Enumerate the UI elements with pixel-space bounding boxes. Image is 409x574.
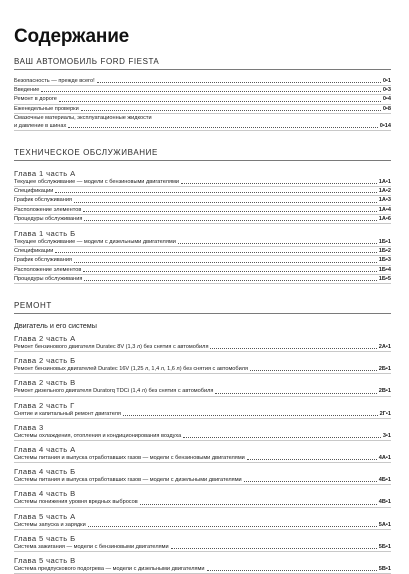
chapter-title: Глава 2 часть Б [14,356,76,366]
toc-page [14,26,391,574]
toc-entry[interactable]: График обслуживания 1Б•3 [14,256,391,265]
chapter-title: Глава 4 часть Б [14,467,76,477]
sub-title: Двигатель и его системы [14,321,97,331]
chapter-title: Глава 2 часть А [14,334,76,344]
toc-entry[interactable]: Процедуры обслуживания 1А•6 [14,215,391,224]
toc-entry[interactable]: График обслуживания 1А•3 [14,196,391,205]
chapter-title: Глава 2 часть Г [14,400,75,410]
toc-entry[interactable]: Введение 0•3 [14,86,391,95]
section-repair [14,301,391,574]
toc-entry[interactable]: Системы охлаждения, отопления и кондиционирования воздуха 3•1 [14,432,391,441]
chapter-title: Глава 5 часть В [14,556,76,566]
toc-entry[interactable]: Процедуры обслуживания 1Б•5 [14,275,391,284]
toc-entry[interactable]: Система предпускового подогрева — модели с дизельными двигателями 5В•1 [14,565,391,574]
chapter-title: Глава 3 [14,422,44,432]
toc-entry[interactable]: Еженедельные проверки 0•8 [14,105,391,114]
chapter-title: Глава 4 часть В [14,489,76,499]
toc-entry[interactable]: Системы запуска и зарядки 5А•1 [14,521,391,530]
section-your-car [14,57,391,131]
toc-entry[interactable]: Текущее обслуживание — модели с бензиновыми двигателями 1А•1 [14,178,391,187]
toc-entry[interactable]: Текущее обслуживание — модели с дизельными двигателями 1Б•1 [14,238,391,247]
toc-entry[interactable]: Системы питания и выпуска отработавших газов — модели с дизельными двигателями 4Б•1 [14,476,391,485]
section-maintenance [14,148,391,284]
toc-entry[interactable]: Ремонт в дороге 0•4 [14,95,391,104]
chapter-title: Глава 1 часть А [14,169,76,179]
toc-entry[interactable]: Расположение элементов 1Б•4 [14,266,391,275]
chapter-title: Глава 4 часть А [14,445,76,455]
toc-entry[interactable]: Системы понижения уровня вредных выбросов 4В•1 [14,498,391,507]
toc-entry[interactable]: Ремонт дизельного двигателя Duratorq TDCi (1,4 л) без снятия с автомобиля 2В•1 [14,387,391,396]
section-header: ВАШ АВТОМОБИЛЬ FORD FIESTA [14,57,391,70]
toc-entry[interactable]: Безопасность — прежде всего! 0•1 [14,77,391,86]
chapter-title: Глава 5 часть А [14,511,76,521]
section-header: РЕМОНТ [14,301,391,314]
section-header: ТЕХНИЧЕСКОЕ ОБСЛУЖИВАНИЕ [14,148,391,161]
chapter-title: Глава 2 часть В [14,378,76,388]
page-title: Содержание [14,26,130,47]
toc-entry[interactable]: Системы питания и выпуска отработавших газов — модели с бензиновыми двигателями 4А•1 [14,454,391,463]
toc-entry[interactable]: Расположение элементов 1А•4 [14,206,391,215]
toc-entry[interactable]: Ремонт бензиновых двигателей Duratec 16V (1,25 л, 1,4 л, 1,6 л) без снятия с автомобиля 2Б•1 [14,365,391,374]
chapter-title: Глава 5 часть Б [14,533,76,543]
chapter-title: Глава 1 часть Б [14,229,76,239]
toc-entry[interactable]: Смазочные материалы, эксплуатационные жидкости и давление в шинах 0•14 [14,114,391,131]
toc-entry[interactable]: Спецификации 1Б•2 [14,247,391,256]
toc-entry[interactable]: Снятие и капитальный ремонт двигателя 2Г•1 [14,410,391,419]
toc-entry[interactable]: Спецификации 1А•2 [14,187,391,196]
toc-entry[interactable]: Ремонт бензинового двигателя Duratec 8V (1,3 л) без снятия с автомобиля 2А•1 [14,343,391,352]
toc-entry[interactable]: Система зажигания — модели с бензиновыми двигателями 5Б•1 [14,543,391,552]
